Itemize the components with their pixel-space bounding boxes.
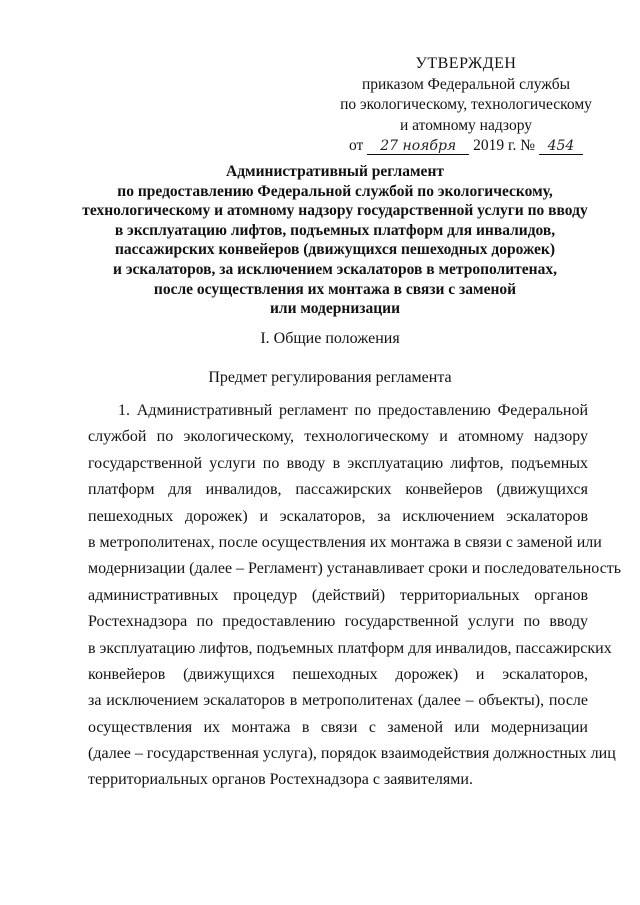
title-line: и эскалаторов, за исключением эскалаторов в метрополитенах, [113,260,557,278]
paragraph-line: государственной услуги по вводу в эксплуатацию лифтов, подъемных [88,454,588,472]
paragraph-line: модернизации (далее – Регламент) устанавливает сроки и последовательность [88,560,622,578]
approval-line-1: приказом Федеральной службы [361,75,571,93]
handwritten-order-number: 454 [539,138,583,155]
paragraph-line: 1. Административный регламент по предоставлению Федеральной [118,402,588,419]
paragraph-line: платформ для инвалидов, пассажирских конвейеров (движущихся [88,481,588,499]
paragraph-line: конвейеров (движущихся пешеходных дорожек) и эскалаторов, [88,665,588,683]
paragraph-line: в метрополитенах, после осуществления их монтажа в связи с заменой или [88,533,602,551]
paragraph-line: территориальных органов Ростехнадзора с заявителями. [88,771,473,789]
title-line: Административный регламент [226,163,444,180]
title-line: технологическому и атомному надзору государственной услуги по вводу [82,202,588,220]
title-line: пассажирских конвейеров (движущихся пешеходных дорожек) [115,241,555,259]
title-line: в эксплуатацию лифтов, подъемных платформ для инвалидов, [114,221,556,239]
approval-heading: УТВЕРЖДЕН [415,55,517,72]
approval-line-3: и атомному надзору [400,116,532,134]
title-line: или модернизации [269,300,401,318]
title-line: по предоставлению Федеральной службой по экологическому, [117,182,553,200]
handwritten-date: 27 ноября [367,138,469,155]
paragraph-line: (далее – государственная услуга), порядок взаимодействия должностных лиц [88,745,616,763]
approval-date-line [330,136,602,157]
paragraph-line: Ростехнадзора по предоставлению государственной услуги по вводу [88,613,588,631]
paragraph-line: административных процедур (действий) территориальных органов [88,586,588,604]
subsection-heading: Предмет регулирования регламента [208,369,452,386]
paragraph-line: в эксплуатацию лифтов, подъемных платформ для инвалидов, пассажирских [88,639,612,657]
paragraph-line: службой по экологическому, технологическому и атомному надзору [88,428,588,446]
paragraph-line: пешеходных дорожек) и эскалаторов, за исключением эскалаторов [88,507,588,525]
document-title [70,162,600,319]
paragraph-1 [88,398,622,794]
approval-line-2: по экологическому, технологическому [340,96,592,113]
section-heading: I. Общие положения [260,330,400,347]
approval-stamp-block [330,54,602,157]
paragraph-line: за исключением эскалаторов в метрополитенах (далее – объекты), после [88,692,588,710]
paragraph-line: осуществления их монтажа в связи с заменой или модернизации [88,718,588,736]
title-line: после осуществления их монтажа в связи с заменой [153,280,517,298]
date-prefix: от [349,137,364,154]
year-and-number-label: 2019 г. № [473,137,536,154]
